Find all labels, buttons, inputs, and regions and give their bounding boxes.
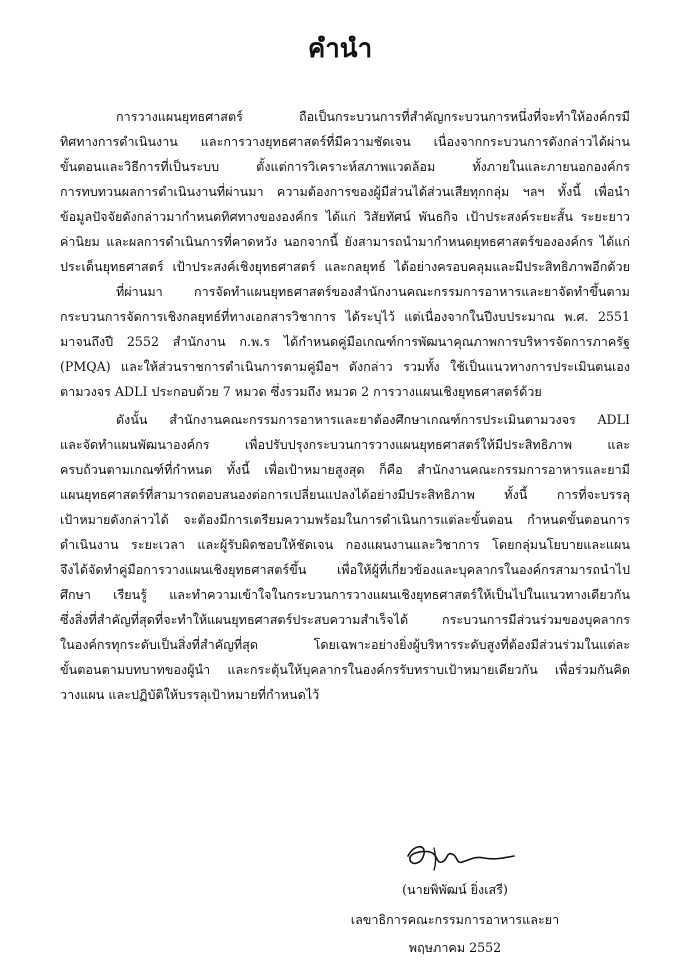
paragraph-3-line-7: จึงได้จัดทำคู่มือการวางแผนเชิงยุทธศาสตร์ขึ้น เพื่อให้ผู้ที่เกี่ยวข้องและบุคลากรในองค์กรสามารถนำไป bbox=[60, 562, 630, 577]
paragraph-1-line-5: ข้อมูลปัจจัยดังกล่าวมากำหนดทิศทางขององค์กร ได้แก่ วิสัยทัศน์ พันธกิจ เป้าประสงค์ระยะสั้น ระยะยาว bbox=[60, 209, 630, 224]
paragraph-3-line-3: ครบถ้วนตามเกณฑ์ที่กำหนด ทั้งนี้ เพื่อเป้าหมายสูงสุด ก็คือ สำนักงานคณะกรรมการอาหารและยามี bbox=[60, 462, 630, 477]
paragraph-1-line-3: ขั้นตอนและวิธีการที่เป็นระบบ ตั้งแต่การวิเคราะห์สภาพแวดล้อม ทั้งภายในและภายนอกองค์กร bbox=[60, 159, 630, 174]
document-body bbox=[60, 104, 630, 707]
document-date: พฤษภาคม 2552 bbox=[408, 940, 502, 955]
paragraph-1-line-7: ประเด็นยุทธศาสตร์ เป้าประสงค์เชิงยุทธศาสตร์ และกลยุทธ์ ได้อย่างครอบคลุมและมีประสิทธิภาพอีกด้วย bbox=[60, 259, 630, 274]
signature-mark bbox=[400, 838, 520, 878]
signatory-position: เลขาธิการคณะกรรมการอาหารและยา bbox=[350, 912, 560, 927]
paragraph-2-line-3: มาจนถึงปี 2552 สำนักงาน ก.พ.ร ได้กำหนดคู่มือเกณฑ์การพัฒนาคุณภาพการบริหารจัดการภาครัฐ bbox=[60, 334, 630, 349]
paragraph-3-line-1: ดังนั้น สำนักงานคณะกรรมการอาหารและยาต้องศึกษาเกณฑ์การประเมินตามวงจร ADLI bbox=[116, 412, 630, 427]
paragraph-1-line-1: การวางแผนยุทธศาสตร์ ถือเป็นกระบวนการที่สำคัญกระบวนการหนึ่งที่จะทำให้องค์กรมี bbox=[116, 109, 630, 124]
paragraph-1-line-4: การทบทวนผลการดำเนินงานที่ผ่านมา ความต้องการของผู้มีส่วนได้ส่วนเสียทุกกลุ่ม ฯลฯ ทั้งนี้ เพื่อนำ bbox=[60, 184, 630, 199]
paragraph-3-line-8: ศึกษา เรียนรู้ และทำความเข้าใจในกระบวนการวางแผนเชิงยุทธศาสตร์ให้เป็นไปในแนวทางเดียวกัน bbox=[60, 587, 630, 602]
paragraph-3-line-9: ซึ่งสิ่งที่สำคัญที่สุดที่จะทำให้แผนยุทธศาสตร์ประสบความสำเร็จได้ กระบวนการมีส่วนร่วมของบุคลากร bbox=[60, 612, 630, 627]
document-title: คำนำ bbox=[307, 34, 373, 64]
paragraph-3-line-11: ขั้นตอนตามบทบาทของผู้นำ และกระตุ้นให้บุคลากรในองค์กรรับทราบเป้าหมายเดียวกัน เพื่อร่วมกันคิด bbox=[60, 662, 630, 677]
paragraph-2-line-4: (PMQA) และให้ส่วนราชการดำเนินการตามคู่มือฯ ดังกล่าว รวมทั้ง ใช้เป็นแนวทางการประเมินตนเอง bbox=[60, 359, 630, 374]
signatory-name: (นายพิพัฒน์ ยิ่งเสรี) bbox=[402, 882, 508, 897]
paragraph-2-line-2: กระบวนการจัดการเชิงกลยุทธ์ที่ทางเอกสารวิชาการ ได้ระบุไว้ แต่เนื่องจากในปีงบประมาณ พ.ศ. 2551 bbox=[60, 309, 630, 324]
paragraph-2-line-5: ตามวงจร ADLI ประกอบด้วย 7 หมวด ซึ่งรวมถึง หมวด 2 การวางแผนเชิงยุทธศาสตร์ด้วย bbox=[60, 384, 542, 399]
paragraph-3-line-5: เป้าหมายดังกล่าวได้ จะต้องมีการเตรียมความพร้อมในการดำเนินการแต่ละขั้นตอน กำหนดขั้นตอนการ bbox=[60, 512, 630, 527]
paragraph-3-line-4: แผนยุทธศาสตร์ที่สามารถตอบสนองต่อการเปลี่ยนแปลงได้อย่างมีประสิทธิภาพ ทั้งนี้ การที่จะบรรลุ bbox=[60, 487, 630, 502]
paragraph-3-line-6: ดำเนินงาน ระยะเวลา และผู้รับผิดชอบให้ชัดเจน กองแผนงานและวิชาการ โดยกลุ่มนโยบายและแผน bbox=[60, 537, 630, 552]
paragraph-3-line-2: และจัดทำแผนพัฒนาองค์กร เพื่อปรับปรุงกระบวนการวางแผนยุทธศาสตร์ให้มีประสิทธิภาพ และ bbox=[60, 437, 630, 452]
paragraph-3-line-10: ในองค์กรทุกระดับเป็นสิ่งที่สำคัญที่สุด โดยเฉพาะอย่างยิ่งผู้บริหารระดับสูงที่ต้องมีส่วนร่วมในแต่ละ bbox=[60, 637, 630, 652]
paragraph-1-line-2: ทิศทางการดำเนินงาน และการวางยุทธศาสตร์ที่มีความชัดเจน เนื่องจากกระบวนการดังกล่าวได้ผ่าน bbox=[60, 134, 630, 149]
paragraph-1-line-6: ค่านิยม และผลการดำเนินการที่คาดหวัง นอกจากนี้ ยังสามารถนำมากำหนดยุทธศาสตร์ขององค์กร ได้แก่ bbox=[60, 234, 630, 249]
paragraph-3-line-12: วางแผน และปฏิบัติให้บรรลุเป้าหมายที่กำหนดไว้ bbox=[60, 687, 320, 702]
paragraph-2-line-1: ที่ผ่านมา การจัดทำแผนยุทธศาสตร์ของสำนักงานคณะกรรมการอาหารและยาจัดทำขึ้นตาม bbox=[116, 284, 630, 299]
